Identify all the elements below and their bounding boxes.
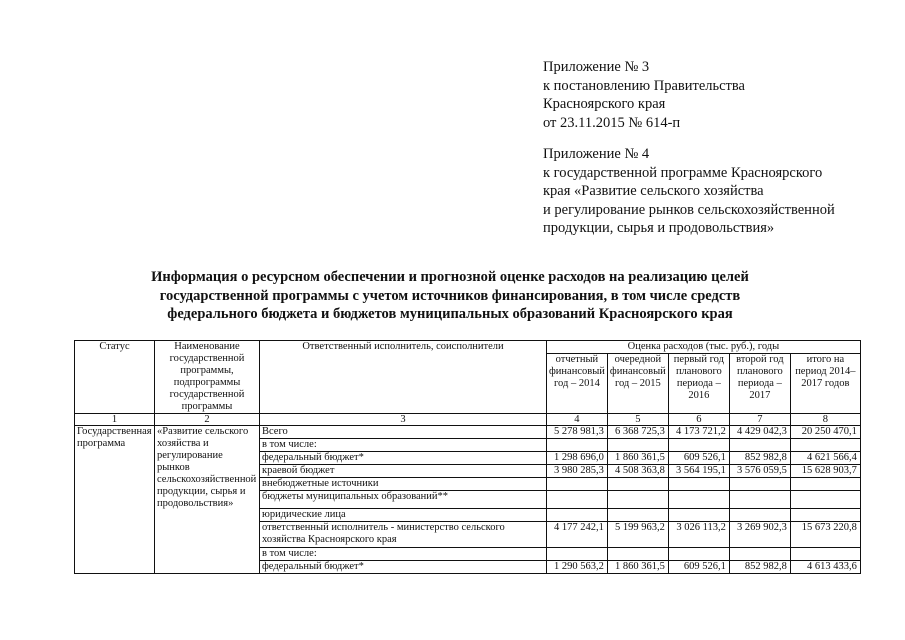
value-cell: 1 298 696,0 <box>547 452 608 465</box>
col-number: 3 <box>260 414 547 426</box>
header-estimate: Оценка расходов (тыс. руб.), годы <box>547 341 861 354</box>
value-cell <box>607 491 668 509</box>
value-cell <box>607 439 668 452</box>
value-cell: 1 290 563,2 <box>547 561 608 574</box>
value-cell: 3 576 059,5 <box>729 465 790 478</box>
header-year-2017: второй год планового периода – 2017 <box>729 354 790 414</box>
value-cell <box>668 439 729 452</box>
value-cell: 1 860 361,5 <box>607 561 668 574</box>
row-label: внебюджетные источники <box>260 478 547 491</box>
col-number: 6 <box>668 414 729 426</box>
row-label: юридические лица <box>260 509 547 522</box>
annex-line: Красноярского края <box>543 96 666 112</box>
value-cell <box>668 509 729 522</box>
value-cell: 609 526,1 <box>668 452 729 465</box>
value-cell <box>790 478 860 491</box>
value-cell: 1 860 361,5 <box>607 452 668 465</box>
row-label: Всего <box>260 426 547 439</box>
row-label: в том числе: <box>260 439 547 452</box>
col-number: 4 <box>547 414 608 426</box>
row-label: федеральный бюджет* <box>260 452 547 465</box>
value-cell: 4 508 363,8 <box>607 465 668 478</box>
col-number: 2 <box>155 414 260 426</box>
col-number: 7 <box>729 414 790 426</box>
table-row <box>75 426 861 439</box>
value-cell <box>547 509 608 522</box>
value-cell: 15 628 903,7 <box>790 465 860 478</box>
value-cell: 3 026 113,2 <box>668 522 729 548</box>
value-cell <box>607 548 668 561</box>
column-numbers-row <box>75 414 861 426</box>
value-cell <box>729 478 790 491</box>
annex-4-header <box>543 145 835 238</box>
value-cell: 15 673 220,8 <box>790 522 860 548</box>
header-status: Статус <box>75 341 155 414</box>
col-number: 8 <box>790 414 860 426</box>
annex-line: Приложение № 4 <box>543 146 650 162</box>
annex-line: продукции, сырья и продовольствия» <box>543 220 775 236</box>
annex-line: к государственной программе Красноярского <box>543 164 823 181</box>
header-name: Наименование государственной программы, подпрограммы государственной программы <box>155 341 260 414</box>
value-cell: 5 199 963,2 <box>607 522 668 548</box>
annex-line: края «Развитие сельского хозяйства <box>543 183 764 199</box>
header-year-2016: первый год планового периода – 2016 <box>668 354 729 414</box>
value-cell: 852 982,8 <box>729 561 790 574</box>
value-cell: 852 982,8 <box>729 452 790 465</box>
value-cell <box>729 439 790 452</box>
value-cell: 3 564 195,1 <box>668 465 729 478</box>
annex-line: к постановлению Правительства <box>543 77 745 94</box>
value-cell: 4 173 721,2 <box>668 426 729 439</box>
value-cell <box>668 491 729 509</box>
annex-line: и регулирование рынков сельскохозяйственной <box>543 201 835 218</box>
header-year-2015: очередной финансовый год – 2015 <box>607 354 668 414</box>
row-label: в том числе: <box>260 548 547 561</box>
value-cell <box>547 491 608 509</box>
value-cell <box>729 491 790 509</box>
document-title <box>90 268 810 324</box>
value-cell <box>668 478 729 491</box>
row-label: ответственный исполнитель - министерство сельского хозяйства Красноярского края <box>260 522 547 548</box>
value-cell <box>790 491 860 509</box>
value-cell <box>790 439 860 452</box>
value-cell <box>547 439 608 452</box>
value-cell <box>729 548 790 561</box>
title-line: государственной программы с учетом источников финансирования, в том числе средств <box>159 287 741 304</box>
value-cell <box>547 478 608 491</box>
value-cell: 609 526,1 <box>668 561 729 574</box>
value-cell <box>547 548 608 561</box>
value-cell: 4 621 566,4 <box>790 452 860 465</box>
row-label: федеральный бюджет* <box>260 561 547 574</box>
value-cell <box>668 548 729 561</box>
value-cell <box>607 509 668 522</box>
col-number: 5 <box>607 414 668 426</box>
annex-line: от 23.11.2015 № 614-п <box>543 114 681 131</box>
header-year-2014: отчетный финансовый год – 2014 <box>547 354 608 414</box>
header-total: итого на период 2014–2017 годов <box>790 354 860 414</box>
value-cell: 6 368 725,3 <box>607 426 668 439</box>
col-number: 1 <box>75 414 155 426</box>
annex-line: Приложение № 3 <box>543 59 650 75</box>
title-line: федерального бюджета и бюджетов муниципальных образований Красноярского края <box>167 306 733 322</box>
value-cell: 4 429 042,3 <box>729 426 790 439</box>
value-cell: 5 278 981,3 <box>547 426 608 439</box>
row-label: краевой бюджет <box>260 465 547 478</box>
value-cell: 4 177 242,1 <box>547 522 608 548</box>
row-label: бюджеты муниципальных образований** <box>260 491 547 509</box>
title-line: Информация о ресурсном обеспечении и прогнозной оценке расходов на реализацию целей <box>151 269 749 285</box>
value-cell <box>729 509 790 522</box>
value-cell: 3 980 285,3 <box>547 465 608 478</box>
value-cell: 3 269 902,3 <box>729 522 790 548</box>
resource-table <box>74 340 861 574</box>
status-cell: Государственная программа <box>75 426 155 574</box>
value-cell <box>607 478 668 491</box>
value-cell <box>790 509 860 522</box>
annex-3-header <box>543 58 745 132</box>
value-cell: 4 613 433,6 <box>790 561 860 574</box>
value-cell: 20 250 470,1 <box>790 426 860 439</box>
value-cell <box>790 548 860 561</box>
program-name-cell: «Развитие сельского хозяйства и регулирование рынков сельскохозяйственной продукции, сырья и продовольствия» <box>155 426 260 574</box>
header-executor: Ответственный исполнитель, соисполнители <box>260 341 547 414</box>
